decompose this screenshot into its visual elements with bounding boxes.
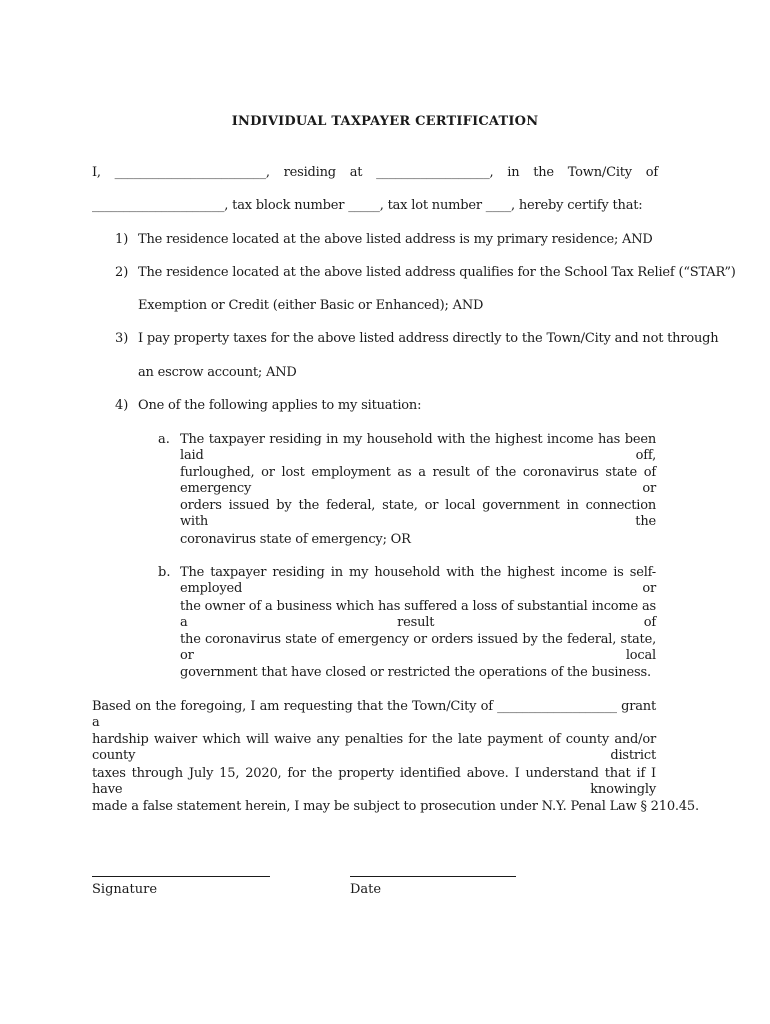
intro-line-1: I, ________________________, residing at __________________, in the Town/City of	[92, 165, 658, 180]
subitem-b-line-1: The taxpayer residing in my household with the highest income is self-employed or	[180, 565, 656, 596]
closing-line-4: made a false statement herein, I may be subject to prosecution under N.Y. Penal Law § 210.45.	[92, 799, 699, 814]
item-3-line-1: I pay property taxes for the above listed address directly to the Town/City and not through	[138, 331, 719, 346]
subitem-a-line-3: orders issued by the federal, state, or local government in connection with the	[180, 498, 656, 529]
item-2-line-2: Exemption or Credit (either Basic or Enhanced); AND	[138, 298, 484, 313]
subitem-a-letter: a.	[158, 432, 170, 447]
item-1-number: 1)	[115, 232, 129, 247]
item-1-line-1: The residence located at the above listed address is my primary residence; AND	[138, 232, 653, 247]
subitem-b-line-3: the coronavirus state of emergency or orders issued by the federal, state, or local	[180, 632, 656, 663]
item-4-line-1: One of the following applies to my situation:	[138, 398, 422, 413]
closing-line-2: hardship waiver which will waive any penalties for the late payment of county and/or county district	[92, 732, 656, 763]
item-3-line-2: an escrow account; AND	[138, 365, 297, 380]
item-2-number: 2)	[115, 265, 129, 280]
closing-line-3: taxes through July 15, 2020, for the property identified above. I understand that if I have knowingly	[92, 766, 656, 797]
closing-line-1: Based on the foregoing, I am requesting that the Town/City of ___________________ grant a	[92, 699, 656, 730]
subitem-a-line-2: furloughed, or lost employment as a result of the coronavirus state of emergency or	[180, 465, 656, 496]
document-title: INDIVIDUAL TAXPAYER CERTIFICATION	[231, 114, 539, 129]
subitem-a-line-4: coronavirus state of emergency; OR	[180, 532, 411, 547]
item-4-number: 4)	[115, 398, 129, 413]
subitem-b-line-2: the owner of a business which has suffered a loss of substantial income as a result of	[180, 599, 656, 630]
date-label: Date	[350, 882, 382, 897]
date-line[interactable]	[350, 876, 516, 877]
subitem-a-line-1: The taxpayer residing in my household with the highest income has been laid off,	[180, 432, 656, 463]
item-2-line-1: The residence located at the above listed address qualifies for the School Tax Relief (“STAR”)	[138, 265, 736, 280]
item-3-number: 3)	[115, 331, 129, 346]
subitem-b-line-4: government that have closed or restricted the operations of the business.	[180, 665, 651, 680]
signature-label: Signature	[92, 882, 158, 897]
subitem-b-letter: b.	[158, 565, 171, 580]
intro-line-2: _____________________, tax block number _____, tax lot number ____, hereby certify that:	[92, 198, 643, 213]
signature-line[interactable]	[92, 876, 270, 877]
